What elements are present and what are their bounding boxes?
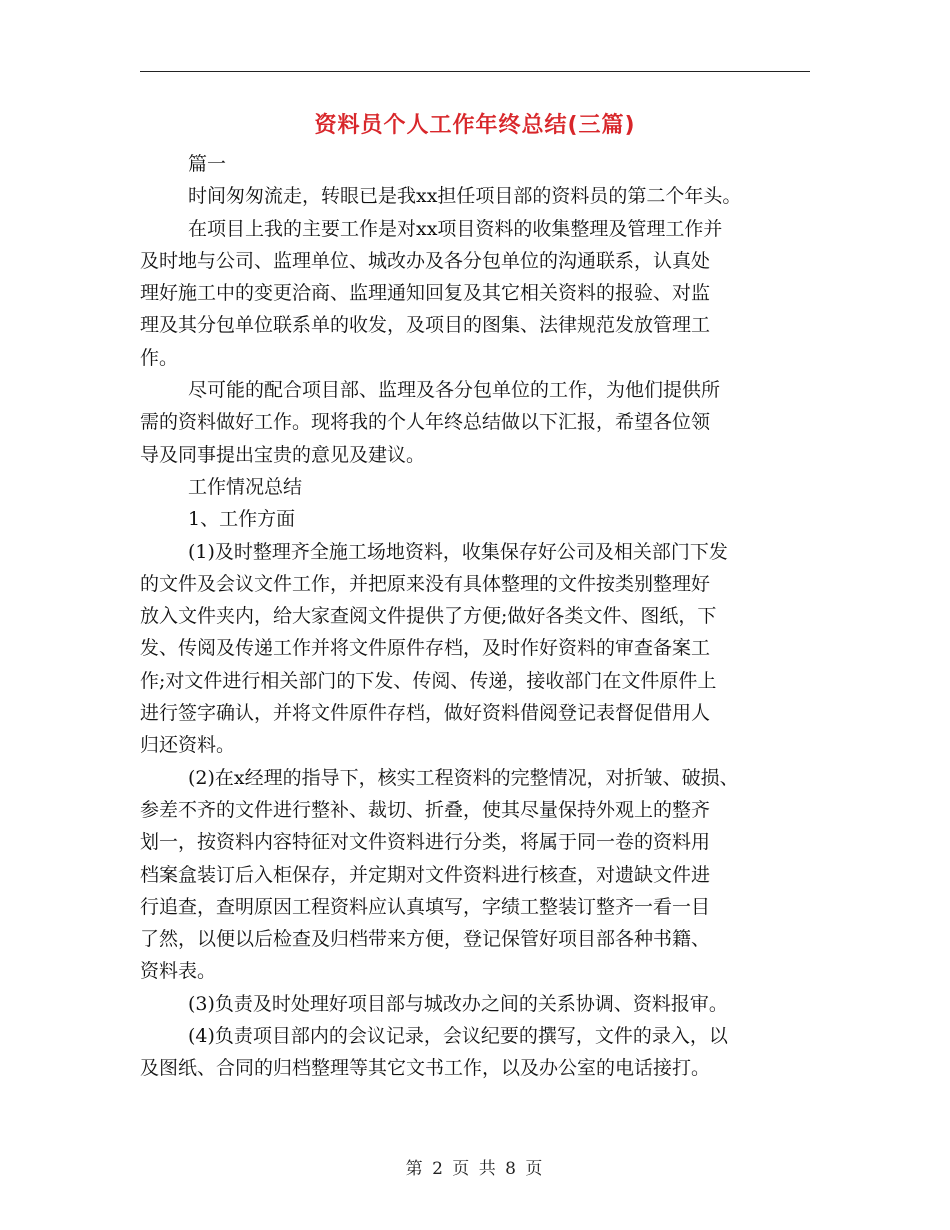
body-line: 理及其分包单位联系单的收发，及项目的图集、法律规范发放管理工 bbox=[140, 314, 711, 337]
body-line: 需的资料做好工作。现将我的个人年终总结做以下汇报，希望各位领 bbox=[140, 411, 711, 434]
body-line: (4)负责项目部内的会议记录，会议纪要的撰写，文件的录入，以 bbox=[188, 1025, 728, 1048]
body-line: 时间匆匆流走，转眼已是我xx担任项目部的资料员的第二个年头。 bbox=[188, 185, 742, 208]
document-title: 资料员个人工作年终总结(三篇) bbox=[314, 113, 636, 138]
body-line: (3)负责及时处理好项目部与城改办之间的关系协调、资料报审。 bbox=[188, 992, 728, 1015]
body-line: 行追查，查明原因工程资料应认真填写，字绩工整装订整齐一看一目 bbox=[140, 895, 711, 918]
body-line: 放入文件夹内，给大家查阅文件提供了方便;做好各类文件、图纸，下 bbox=[140, 605, 717, 628]
body-line: 及时地与公司、监理单位、城改办及各分包单位的沟通联系，认真处 bbox=[140, 249, 711, 272]
body-line: 进行签字确认，并将文件原件存档，做好资料借阅登记表督促借用人 bbox=[140, 702, 711, 725]
body-line: 了然，以便以后检查及归档带来方便，登记保管好项目部各种书籍、 bbox=[140, 928, 711, 951]
page-number: 第 2 页 共 8 页 bbox=[405, 1159, 545, 1179]
body-line: (1)及时整理齐全施工场地资料，收集保存好公司及相关部门下发 bbox=[188, 540, 728, 563]
section-heading: 工作情况总结 bbox=[188, 475, 303, 498]
body-line: 的文件及会议文件工作，并把原来没有具体整理的文件按类别整理好 bbox=[140, 572, 711, 595]
body-line: 尽可能的配合项目部、监理及各分包单位的工作，为他们提供所 bbox=[188, 379, 721, 402]
body-line: 及图纸、合同的归档整理等其它文书工作，以及办公室的电话接打。 bbox=[140, 1057, 711, 1080]
body-line: 参差不齐的文件进行整补、裁切、折叠，使其尽量保持外观上的整齐 bbox=[140, 798, 711, 821]
body-line: 在项目上我的主要工作是对xx项目资料的收集整理及管理工作并 bbox=[188, 217, 723, 240]
body-line: 作;对文件进行相关部门的下发、传阅、传递，接收部门在文件原件上 bbox=[140, 669, 717, 692]
body-line: 划一，按资料内容特征对文件资料进行分类，将属于同一卷的资料用 bbox=[140, 831, 711, 854]
document-body bbox=[140, 148, 815, 1085]
body-line: 作。 bbox=[140, 346, 179, 369]
body-line: 发、传阅及传递工作并将文件原件存档，及时作好资料的审查备案工 bbox=[140, 637, 711, 660]
body-line: 资料表。 bbox=[140, 960, 217, 983]
subsection-heading: 1、工作方面 bbox=[188, 508, 296, 531]
body-line: 档案盒装订后入柜保存，并定期对文件资料进行核查，对遗缺文件进 bbox=[140, 863, 711, 886]
body-line: 导及同事提出宝贵的意见及建议。 bbox=[140, 443, 426, 466]
body-line: 理好施工中的变更洽商、监理通知回复及其它相关资料的报验、对监 bbox=[140, 282, 711, 305]
body-line: 归还资料。 bbox=[140, 734, 236, 757]
body-line: (2)在x经理的指导下，核实工程资料的完整情况，对折皱、破损、 bbox=[188, 766, 739, 789]
body-line: 篇一 bbox=[188, 153, 227, 175]
header-rule bbox=[140, 71, 810, 72]
